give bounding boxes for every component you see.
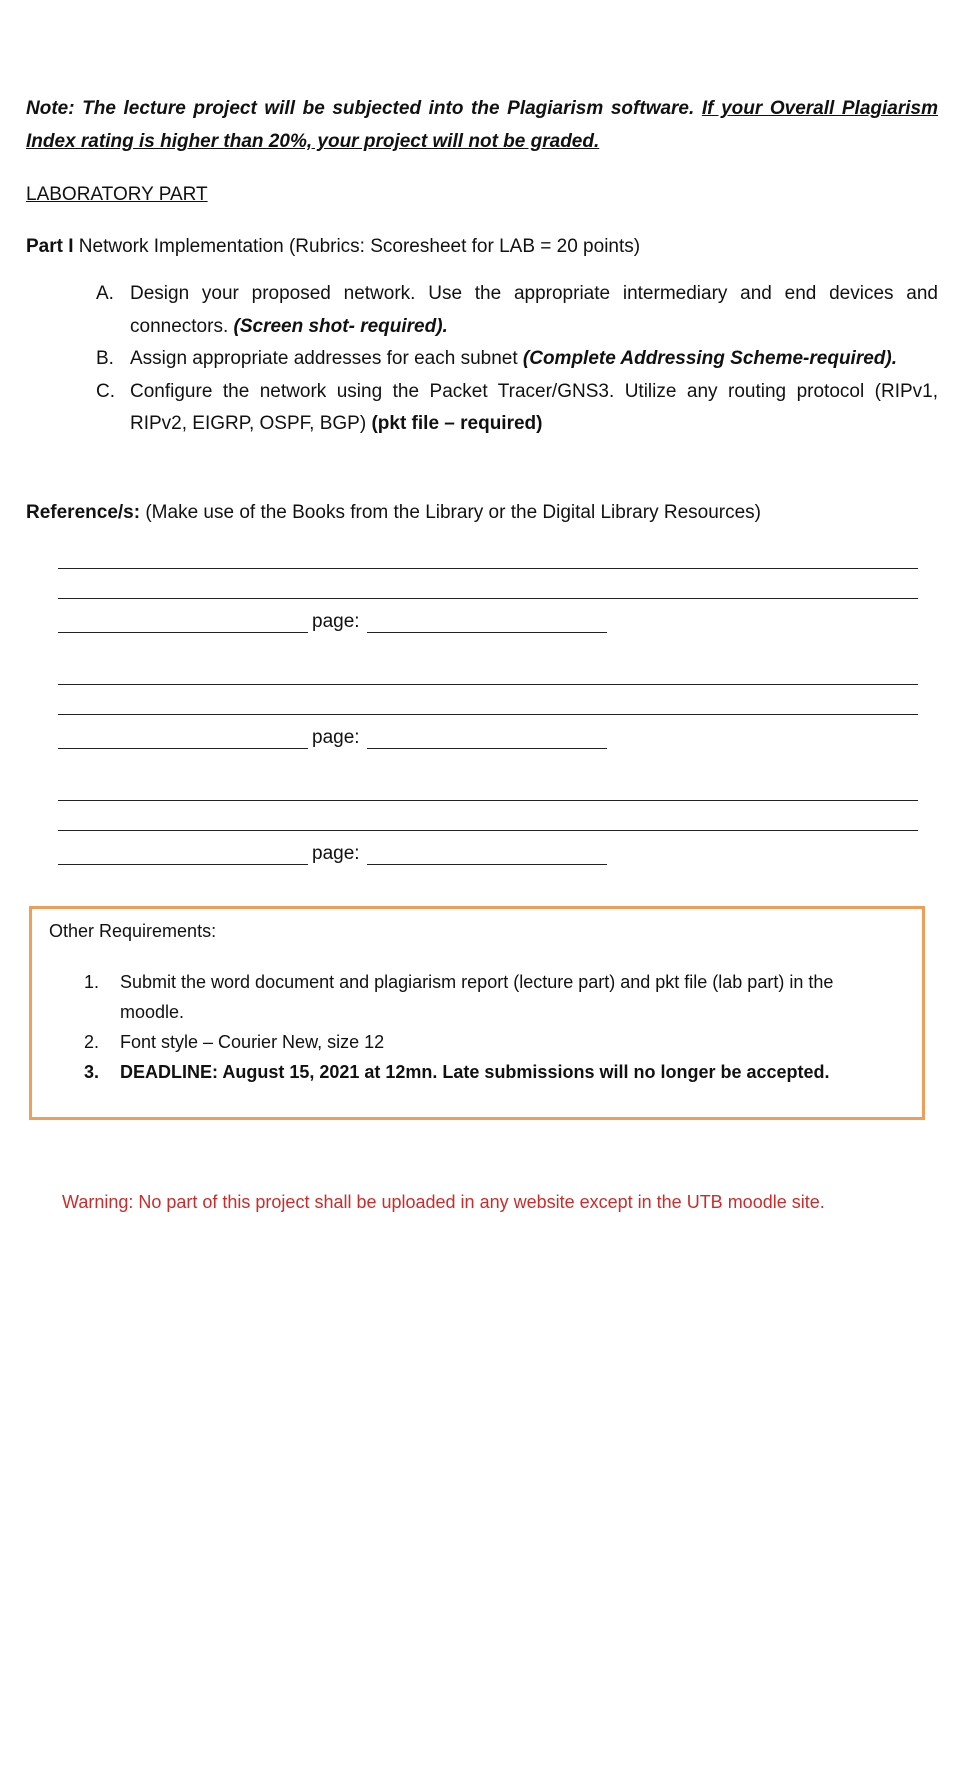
task-item-b <box>96 343 938 376</box>
task-item-c <box>96 376 938 441</box>
reference-label: Reference/s: <box>26 502 141 523</box>
task-text: Design your proposed network. Use the appropriate intermediary and end devices and connectors. <box>130 283 938 337</box>
task-item-a <box>96 278 938 343</box>
task-text: Assign appropriate addresses for each subnet <box>130 348 523 369</box>
reference-text: (Make use of the Books from the Library or the Digital Library Resources) <box>140 502 761 523</box>
requirement-item-3 <box>84 1057 894 1087</box>
task-marker: B. <box>96 348 114 369</box>
page-blank-line <box>367 632 607 633</box>
requirement-item-1 <box>84 967 894 1027</box>
reference-line <box>26 496 938 529</box>
reference-blank-line <box>58 568 918 569</box>
part-one-heading <box>26 230 938 263</box>
laboratory-part-heading: LABORATORY PART <box>26 184 208 205</box>
part-one-title: Network Implementation (Rubrics: Scoresheet for LAB = 20 points) <box>73 236 641 257</box>
requirement-text: DEADLINE: August 15, 2021 at 12mn. Late submissions will no longer be accepted. <box>120 1062 830 1082</box>
task-emphasis: (pkt file – required) <box>371 413 543 434</box>
page-label: page: <box>312 611 360 632</box>
reference-blank-line <box>58 864 308 865</box>
requirement-text: Submit the word document and plagiarism report (lecture part) and pkt file (lab part) in the moodle. <box>120 972 834 1022</box>
requirement-marker: 3. <box>84 1062 100 1082</box>
other-requirements-title: Other Requirements: <box>49 921 217 941</box>
page-label: page: <box>312 727 360 748</box>
requirement-marker: 1. <box>84 972 100 992</box>
task-emphasis: (Screen shot- required). <box>233 315 448 337</box>
page-blank-line <box>367 864 607 865</box>
reference-blank-line <box>58 800 918 801</box>
reference-blank-line <box>58 598 918 599</box>
reference-blank-line <box>58 830 918 831</box>
note-underlined: If your Overall Plagiarism Index rating is higher than 20%, your project will not be graded. <box>26 98 938 152</box>
reference-blank-line <box>58 748 308 749</box>
task-list <box>96 278 938 441</box>
upload-warning: Warning: No part of this project shall be uploaded in any website except in the UTB moodle site. <box>62 1192 825 1212</box>
reference-blank-line <box>58 714 918 715</box>
requirements-list <box>84 967 894 1087</box>
plagiarism-note <box>26 92 938 158</box>
note-prefix: Note: The lecture project will be subjected into the Plagiarism software. <box>26 98 702 119</box>
reference-blank-line <box>58 632 308 633</box>
requirement-item-2 <box>84 1027 894 1057</box>
page-label: page: <box>312 843 360 864</box>
task-marker: C. <box>96 380 115 402</box>
requirement-text: Font style – Courier New, size 12 <box>120 1032 385 1052</box>
part-one-label: Part I <box>26 236 74 257</box>
page-blank-line <box>367 748 607 749</box>
requirement-marker: 2. <box>84 1032 100 1052</box>
task-text: Configure the network using the Packet Tracer/GNS3. Utilize any routing protocol (RIPv1, RIPv2, EIGRP, OSPF, BGP) <box>130 380 938 434</box>
other-requirements-box <box>29 906 925 1120</box>
reference-blank-line <box>58 684 918 685</box>
task-emphasis: (Complete Addressing Scheme-required). <box>522 348 897 369</box>
task-marker: A. <box>96 283 114 304</box>
